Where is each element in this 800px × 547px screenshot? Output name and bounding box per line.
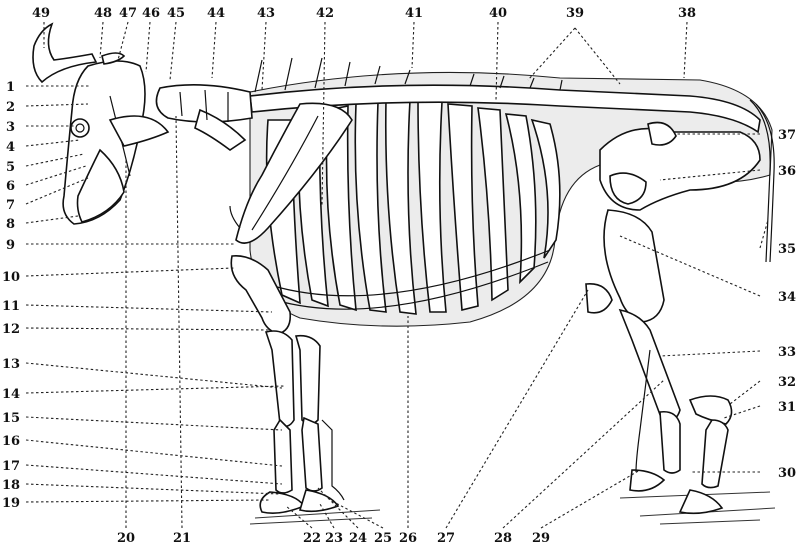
label-14: 14: [2, 387, 21, 402]
label-5: 5: [6, 160, 16, 175]
label-48: 48: [94, 6, 113, 21]
label-9: 9: [6, 238, 16, 253]
label-3: 3: [6, 120, 16, 135]
label-2: 2: [6, 100, 16, 115]
label-45: 45: [167, 6, 186, 21]
label-15: 15: [2, 411, 21, 426]
label-28: 28: [494, 531, 513, 546]
label-43: 43: [257, 6, 276, 21]
label-4: 4: [6, 140, 16, 155]
label-30: 30: [778, 466, 797, 481]
label-39: 39: [566, 6, 585, 21]
label-19: 19: [2, 496, 21, 511]
labels-left: [2, 80, 20, 511]
label-18: 18: [2, 478, 21, 493]
label-49: 49: [32, 6, 51, 21]
label-20: 20: [117, 531, 136, 546]
label-16: 16: [2, 434, 21, 449]
label-34: 34: [778, 290, 797, 305]
label-46: 46: [142, 6, 161, 21]
label-22: 22: [303, 531, 322, 546]
labels-bottom: [117, 531, 550, 546]
label-38: 38: [678, 6, 697, 21]
label-23: 23: [325, 531, 344, 546]
label-11: 11: [2, 299, 21, 314]
label-21: 21: [173, 531, 192, 546]
label-36: 36: [778, 164, 797, 179]
label-27: 27: [437, 531, 456, 546]
label-47: 47: [119, 6, 138, 21]
labels-top: [32, 6, 696, 21]
label-13: 13: [2, 357, 21, 372]
label-33: 33: [778, 345, 797, 360]
label-6: 6: [6, 179, 16, 194]
label-10: 10: [2, 270, 21, 285]
label-35: 35: [778, 242, 797, 257]
label-41: 41: [405, 6, 424, 21]
label-17: 17: [2, 459, 21, 474]
label-8: 8: [6, 217, 16, 232]
label-7: 7: [6, 198, 16, 213]
label-29: 29: [532, 531, 551, 546]
label-42: 42: [316, 6, 335, 21]
label-32: 32: [778, 375, 797, 390]
label-40: 40: [489, 6, 508, 21]
label-25: 25: [374, 531, 393, 546]
label-1: 1: [6, 80, 16, 95]
skull: [63, 61, 168, 224]
label-37: 37: [778, 128, 797, 143]
label-31: 31: [778, 400, 797, 415]
label-12: 12: [2, 322, 21, 337]
labels-right: [778, 128, 796, 481]
label-24: 24: [349, 531, 368, 546]
label-44: 44: [207, 6, 226, 21]
label-26: 26: [399, 531, 418, 546]
hind-leg: [586, 210, 732, 513]
pelvis: [600, 123, 760, 211]
neck-vertebrae: [156, 85, 252, 150]
